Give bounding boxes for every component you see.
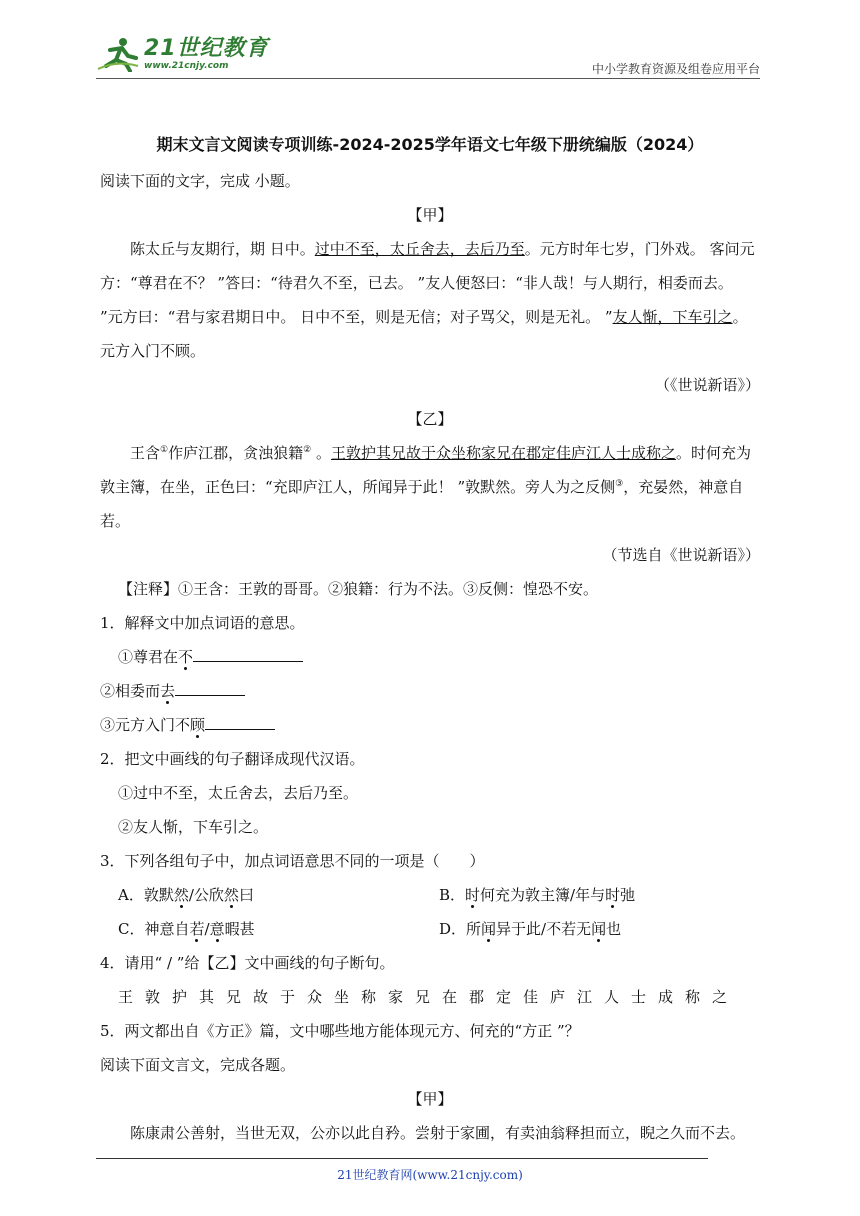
logo-url: www.21cnjy.com bbox=[144, 61, 229, 71]
question-1: 1．解释文中加点词语的意思。 bbox=[100, 614, 305, 632]
page-title: 期末文言文阅读专项训练-2024-2025学年语文七年级下册统编版（2024） bbox=[156, 135, 704, 154]
dotted-word: 不 bbox=[178, 648, 194, 666]
yi-text-1: 王含 bbox=[130, 444, 161, 462]
dotted-word: 顾 bbox=[190, 716, 206, 734]
q1-text: ②相委而 bbox=[100, 682, 161, 700]
logo bbox=[96, 36, 269, 72]
q3-options-row-2 bbox=[100, 912, 760, 946]
footer-divider bbox=[96, 1158, 708, 1159]
q1-item-1 bbox=[100, 640, 760, 674]
q2-item-1: ①过中不至，太丘舍去，去后乃至。 bbox=[118, 784, 359, 802]
intro-text: 阅读下面的文字，完成 小题。 bbox=[100, 172, 300, 190]
dotted-word: 闻 bbox=[481, 920, 497, 938]
question-2: 2．把文中画线的句子翻译成现代汉语。 bbox=[100, 750, 365, 768]
note-marker: ③ bbox=[615, 479, 624, 489]
option-text: C．神意自 bbox=[118, 920, 190, 938]
option-text: 何充为敦主簿/年与 bbox=[480, 886, 606, 904]
jia-underlined-2: 友人惭，下车引之 bbox=[612, 308, 733, 326]
answer-blank[interactable] bbox=[175, 677, 245, 696]
option-d[interactable] bbox=[439, 912, 760, 946]
option-text: 弛 bbox=[620, 886, 636, 904]
question-4: 4．请用“ / ”给【乙】文中画线的句子断句。 bbox=[100, 954, 395, 972]
jia-heading: 【甲】 bbox=[407, 206, 453, 224]
q1-item-2 bbox=[100, 674, 760, 708]
yi-passage bbox=[100, 436, 760, 538]
option-text: 异于此/不若无 bbox=[496, 920, 592, 938]
dotted-word: 若 bbox=[189, 920, 205, 938]
dotted-word: 然 bbox=[223, 886, 239, 904]
yi-text-2: 作庐江郡，贪浊狼籍 bbox=[168, 444, 304, 462]
q1-item-3 bbox=[100, 708, 760, 742]
q4-sentence: 王敦护其兄故于众坐称家兄在郡定佳庐江人士成称之 bbox=[118, 988, 740, 1006]
intro-text-2: 阅读下面文言文，完成各题。 bbox=[100, 1056, 296, 1074]
note-marker: ② bbox=[303, 445, 312, 455]
jia-text-1: 陈太丘与友期行，期 日中。 bbox=[130, 240, 315, 258]
option-text: 也 bbox=[606, 920, 622, 938]
option-text: 暇甚 bbox=[224, 920, 255, 938]
yi-text-3: 。 bbox=[311, 444, 331, 462]
answer-blank[interactable] bbox=[193, 643, 303, 662]
option-text: /公欣 bbox=[188, 886, 224, 904]
jia-passage bbox=[100, 232, 760, 368]
dotted-word: 时 bbox=[605, 886, 621, 904]
option-c[interactable] bbox=[118, 912, 439, 946]
yi-text-5: ，充晏然，神意自若。 bbox=[100, 478, 744, 530]
q2-item-2: ②友人惭，下车引之。 bbox=[118, 818, 269, 836]
notes: 【注释】①王含：王敦的哥哥。②狼籍：行为不法。③反侧：惶恐不安。 bbox=[118, 580, 599, 598]
jia-text-3: 。元方入门不顾。 bbox=[100, 308, 748, 360]
option-text: A．敦默 bbox=[118, 886, 174, 904]
option-text: 曰 bbox=[238, 886, 254, 904]
q1-text: ③元方入门不 bbox=[100, 716, 191, 734]
jia2-passage: 陈康肃公善射，当世无双，公亦以此自矜。尝射于家圃，有卖油翁释担而立，睨之久而不去。 bbox=[130, 1124, 746, 1142]
running-person-logo-icon bbox=[96, 36, 140, 72]
jia2-heading: 【甲】 bbox=[407, 1090, 453, 1108]
yi-source: （节选自《世说新语》） bbox=[602, 546, 760, 564]
option-text: / bbox=[204, 920, 210, 938]
answer-blank[interactable] bbox=[205, 711, 275, 730]
jia-source: （《世说新语》） bbox=[654, 376, 760, 394]
dotted-word: 时 bbox=[465, 886, 481, 904]
option-text: D．所 bbox=[439, 920, 482, 938]
question-3: 3．下列各组句子中，加点词语意思不同的一项是（ ） bbox=[100, 852, 485, 870]
header-divider bbox=[96, 78, 760, 79]
option-a[interactable] bbox=[118, 878, 439, 912]
yi-underlined: 王敦护其兄故于众坐称家兄在郡定佳庐江人士成称之 bbox=[330, 444, 676, 462]
yi-heading: 【乙】 bbox=[407, 410, 453, 428]
footer-text: 21世纪教育网(www.21cnjy.com) bbox=[337, 1168, 523, 1182]
note-marker: ① bbox=[160, 445, 169, 455]
platform-name: 中小学教育资源及组卷应用平台 bbox=[591, 62, 760, 76]
dotted-word: 去 bbox=[160, 682, 176, 700]
jia-underlined-1: 过中不至，太丘舍去，去后乃至 bbox=[314, 240, 525, 258]
logo-name: 21世纪教育 bbox=[144, 36, 269, 61]
yi-text-4: 。时何充为敦主簿，在坐，正色曰：“充即庐江人，所闻异于此！ ”敦默然。旁人为之反侧 bbox=[100, 444, 751, 496]
dotted-word: 意 bbox=[209, 920, 225, 938]
document-body bbox=[100, 128, 760, 1150]
q3-options-row-1 bbox=[100, 878, 760, 912]
option-b[interactable] bbox=[439, 878, 760, 912]
q1-text: ①尊君在 bbox=[118, 648, 179, 666]
option-text: B． bbox=[439, 886, 466, 904]
dotted-word: 闻 bbox=[591, 920, 607, 938]
question-5: 5．两文都出自《方正》篇，文中哪些地方能体现元方、何充的“方正 ”？ bbox=[100, 1022, 580, 1040]
jia-text-2: 。元方时年七岁，门外戏。 客问元方：“尊君在不？ ”答曰：“待君久不至，已去。 ”友人便怒曰：“非人哉！与人期行，相委而去。 ”元方曰：“君与家君期日中。 日中不至，则是无信；对子骂父，则是无礼。 ” bbox=[100, 240, 755, 326]
page-header bbox=[96, 32, 760, 82]
dotted-word: 然 bbox=[173, 886, 189, 904]
